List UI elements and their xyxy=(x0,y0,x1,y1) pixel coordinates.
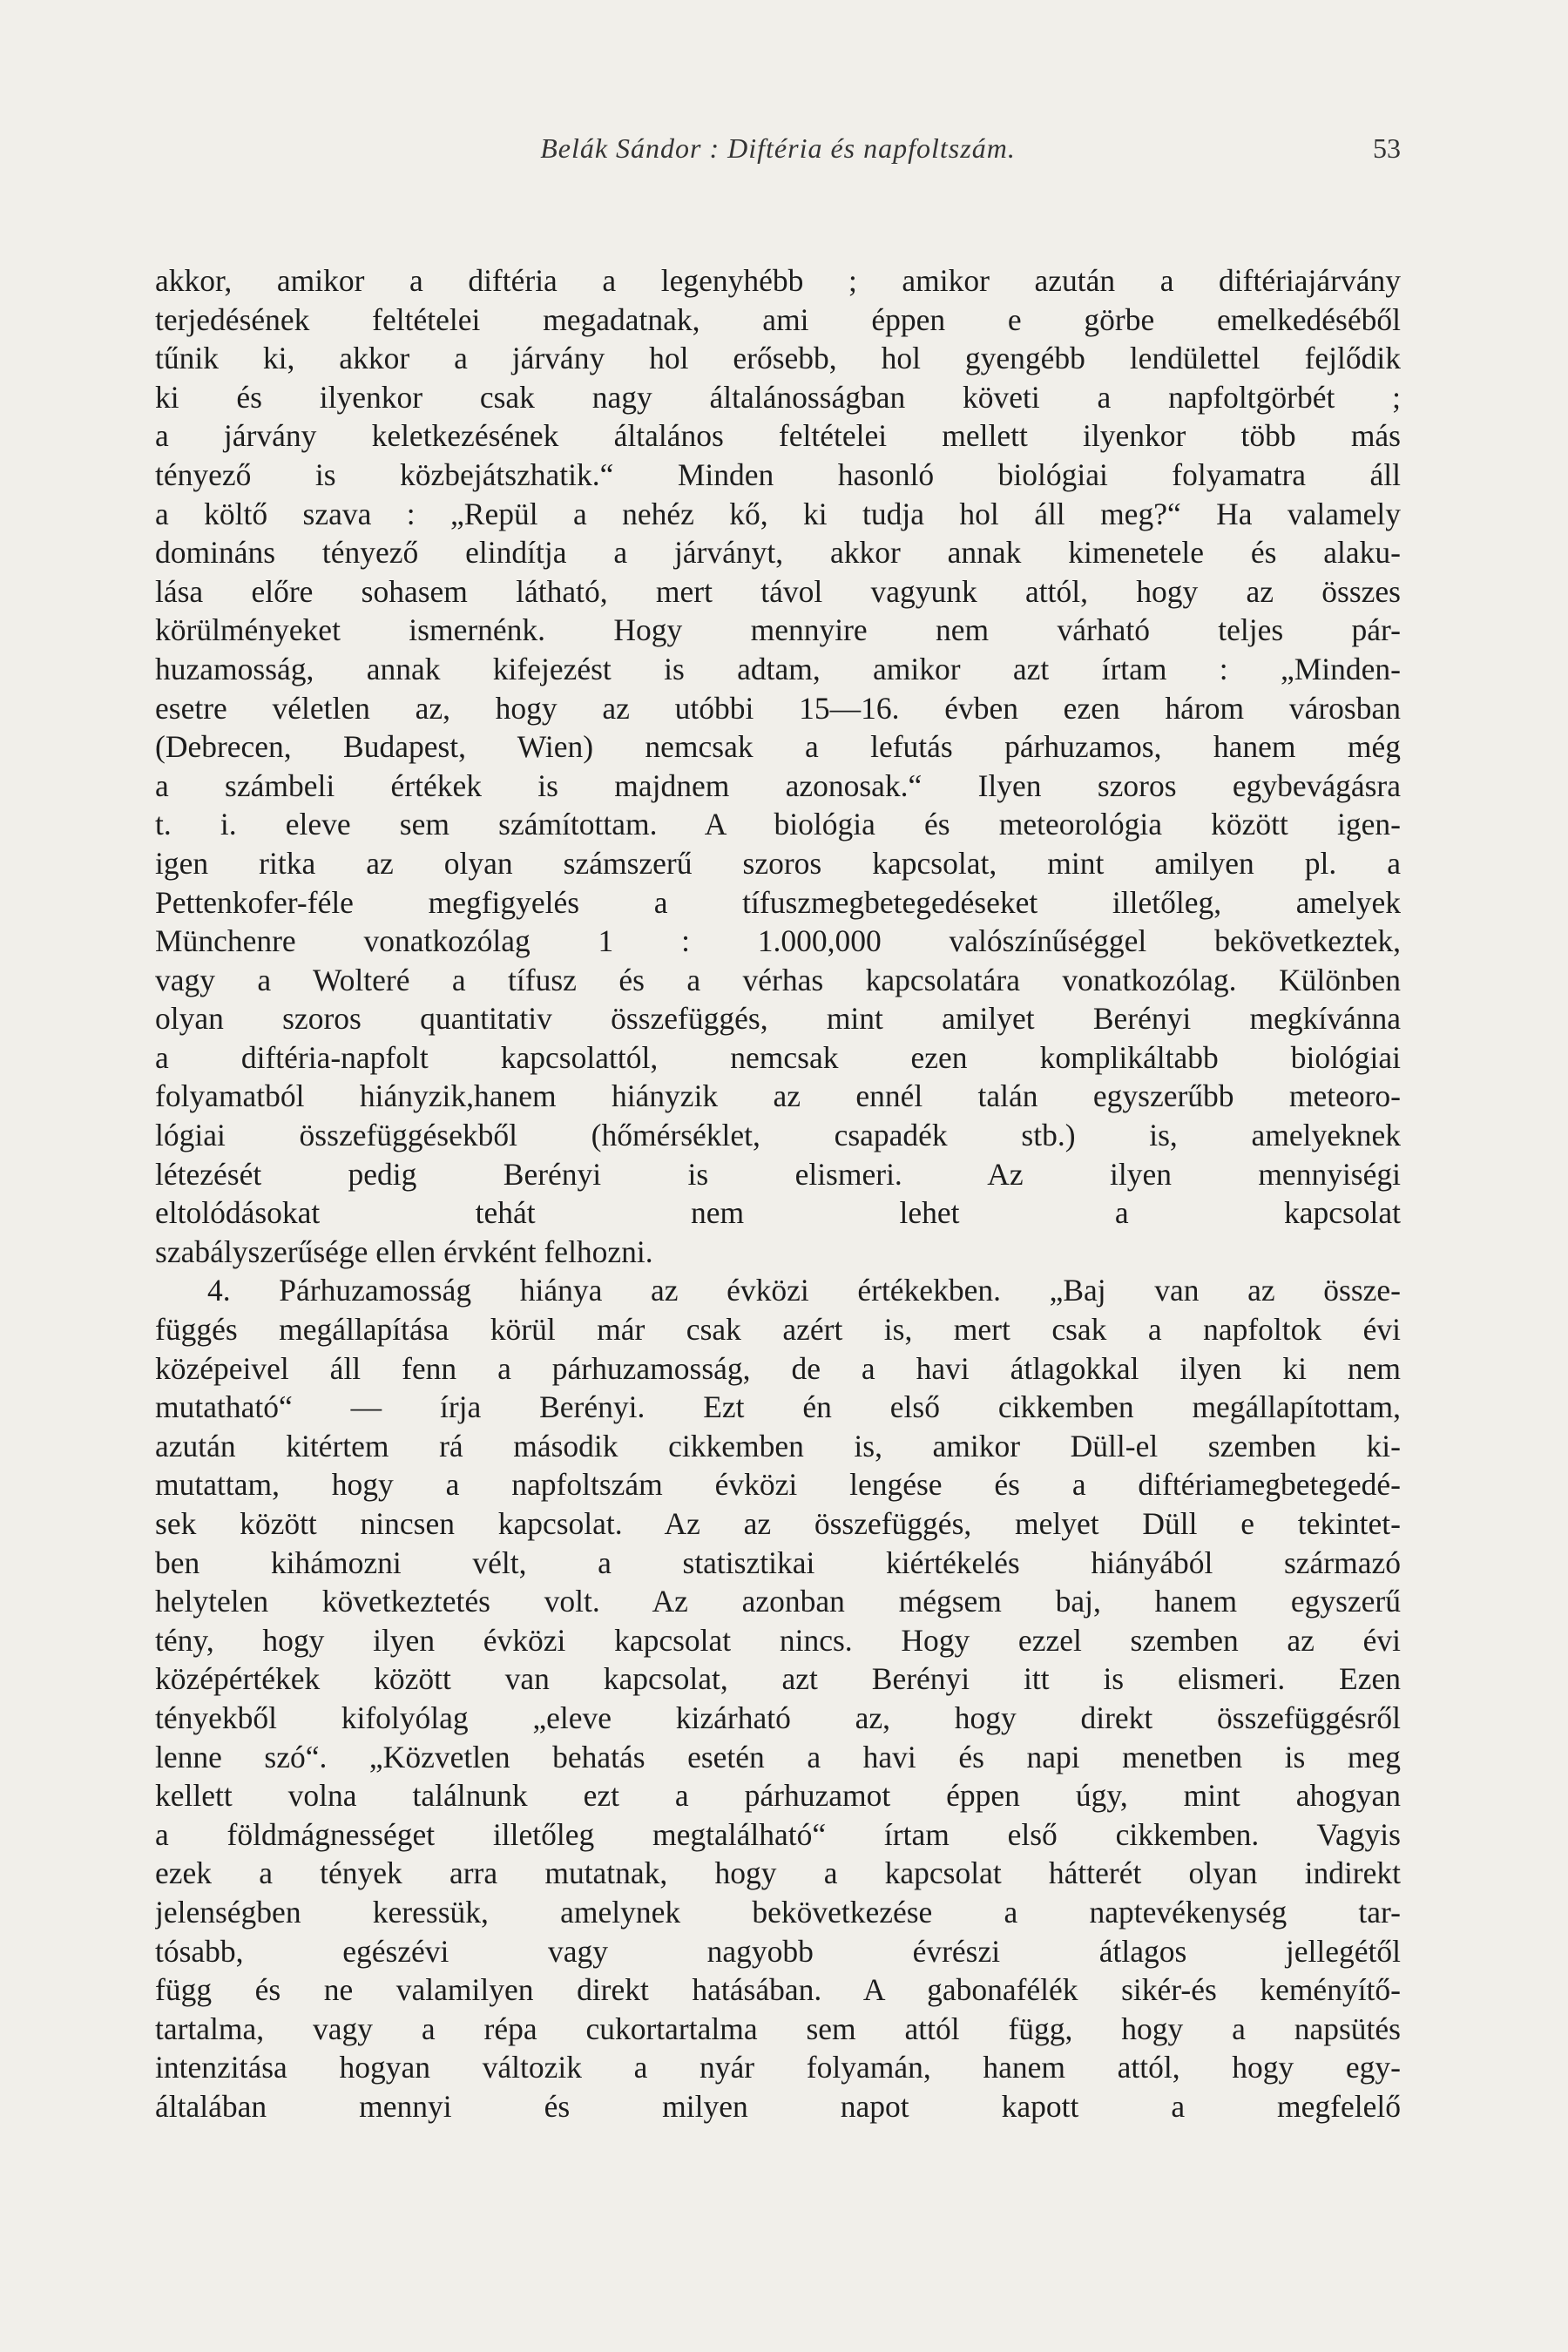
text-line: huzamosság, annak kifejezést is adtam, amikor azt írtam : „Minden- xyxy=(155,651,1401,686)
text-line: középeivel áll fenn a párhuzamosság, de a havi átlagokkal ilyen ki nem xyxy=(155,1350,1401,1386)
text-line: kellett volna találnunk ezt a párhuzamot éppen úgy, mint ahogyan xyxy=(155,1778,1401,1814)
running-head xyxy=(155,132,1401,176)
text-line: a költő szava : „Repül a nehéz kő, ki tudja hol áll meg?“ Ha valamely xyxy=(155,496,1401,531)
text-line: azután kitértem rá második cikkemben is, amikor Düll-el szemben ki- xyxy=(155,1428,1401,1463)
text-line: körülményeket ismernénk. Hogy mennyire nem várható teljes pár- xyxy=(155,612,1401,648)
text-line: domináns tényező elindítja a járványt, akkor annak kimenetele és alaku- xyxy=(155,535,1401,571)
text-line: helytelen következtetés volt. Az azonban mégsem baj, hanem egyszerű xyxy=(155,1584,1401,1619)
text-line: Münchenre vonatkozólag 1 : 1.000,000 valószínűséggel bekövetkeztek, xyxy=(155,923,1401,959)
body-text xyxy=(155,261,1401,2126)
text-line: szabályszerűsége ellen érvként felhozni. xyxy=(155,1233,653,1269)
text-line: tartalma, vagy a répa cukortartalma sem attól függ, hogy a napsütés xyxy=(155,2011,1401,2046)
text-line: ben kihámozni vélt, a statisztikai kiértékelés hiányából származó xyxy=(155,1544,1401,1580)
text-line: eltolódásokat tehát nem lehet a kapcsolat xyxy=(155,1195,1401,1231)
text-line: folyamatból hiányzik,hanem hiányzik az ennél talán egyszerűbb meteoro- xyxy=(155,1078,1401,1114)
text-line: intenzitása hogyan változik a nyár folyamán, hanem attól, hogy egy- xyxy=(155,2050,1401,2085)
text-line: tósabb, egészévi vagy nagyobb évrészi átlagos jellegétől xyxy=(155,1933,1401,1969)
text-line: a diftéria-napfolt kapcsolattól, nemcsak ezen komplikáltabb biológiai xyxy=(155,1039,1401,1075)
text-line: vagy a Wolteré a tífusz és a vérhas kapcsolatára vonatkozólag. Különben xyxy=(155,962,1401,997)
text-line: lenne szó“. „Közvetlen behatás esetén a havi és napi menetben is meg xyxy=(155,1739,1401,1774)
text-line: akkor, amikor a diftéria a legenyhébb ; amikor azután a diftériajárvány xyxy=(155,263,1401,298)
text-line: függ és ne valamilyen direkt hatásában. A gabonafélék sikér-és keményítő- xyxy=(155,1972,1401,2008)
text-line: a járvány keletkezésének általános feltételei mellett ilyenkor több más xyxy=(155,418,1401,454)
text-line: (Debrecen, Budapest, Wien) nemcsak a lefutás párhuzamos, hanem még xyxy=(155,729,1401,765)
text-line: mutatható“ — írja Berényi. Ezt én első cikkemben megállapítottam, xyxy=(155,1389,1401,1425)
text-line: általában mennyi és milyen napot kapott a megfelelő xyxy=(155,2088,1401,2124)
text-line: tűnik ki, akkor a járvány hol erősebb, hol gyengébb lendülettel fejlődik xyxy=(155,341,1401,376)
text-line: esetre véletlen az, hogy az utóbbi 15—16. évben ezen három városban xyxy=(155,690,1401,726)
running-title: Belák Sándor : Diftéria és napfoltszám. xyxy=(540,132,1016,164)
text-line: ki és ilyenkor csak nagy általánosságban követi a napfoltgörbét ; xyxy=(155,379,1401,415)
text-line: tény, hogy ilyen évközi kapcsolat nincs. Hogy ezzel szemben az évi xyxy=(155,1622,1401,1658)
text-line: tényekből kifolyólag „eleve kizárható az, hogy direkt összefüggésről xyxy=(155,1700,1401,1735)
text-line: olyan szoros quantitativ összefüggés, mint amilyet Berényi megkívánna xyxy=(155,1001,1401,1037)
text-line: tényező is közbejátszhatik.“ Minden hasonló biológiai folyamatra áll xyxy=(155,456,1401,492)
text-line: létezését pedig Berényi is elismeri. Az ilyen mennyiségi xyxy=(155,1156,1401,1192)
text-line: terjedésének feltételei megadatnak, ami éppen e görbe emelkedéséből xyxy=(155,301,1401,337)
text-line: mutattam, hogy a napfoltszám évközi lengése és a diftériamegbetegedé- xyxy=(155,1467,1401,1503)
text-line: a számbeli értékek is majdnem azonosak.“ Ilyen szoros egybevágásra xyxy=(155,767,1401,803)
text-line: jelenségben keressük, amelynek bekövetkezése a naptevékenység tar- xyxy=(155,1894,1401,1930)
page-number: 53 xyxy=(1373,132,1401,164)
text-line: sek között nincsen kapcsolat. Az az összefüggés, melyet Düll e tekintet- xyxy=(155,1506,1401,1541)
text-line: középértékek között van kapcsolat, azt Berényi itt is elismeri. Ezen xyxy=(155,1661,1401,1697)
text-line: ezek a tények arra mutatnak, hogy a kapcsolat hátterét olyan indirekt xyxy=(155,1855,1401,1891)
text-line: lása előre sohasem látható, mert távol vagyunk attól, hogy az összes xyxy=(155,573,1401,609)
text-line: igen ritka az olyan számszerű szoros kapcsolat, mint amilyen pl. a xyxy=(155,845,1401,881)
text-line: Pettenkofer-féle megfigyelés a tífuszmegbetegedéseket illetőleg, amelyek xyxy=(155,884,1401,920)
text-line: a földmágnességet illetőleg megtalálható“ írtam első cikkemben. Vagyis xyxy=(155,1816,1401,1852)
text-line: t. i. eleve sem számítottam. A biológia és meteorológia között igen- xyxy=(155,807,1401,842)
text-line: lógiai összefüggésekből (hőmérséklet, csapadék stb.) is, amelyeknek xyxy=(155,1118,1401,1153)
text-line: függés megállapítása körül már csak azért is, mert csak a napfoltok évi xyxy=(155,1312,1401,1348)
section-heading-line: 4. Párhuzamosság hiánya az évközi értékekben. „Baj van az össze- xyxy=(207,1273,1401,1308)
